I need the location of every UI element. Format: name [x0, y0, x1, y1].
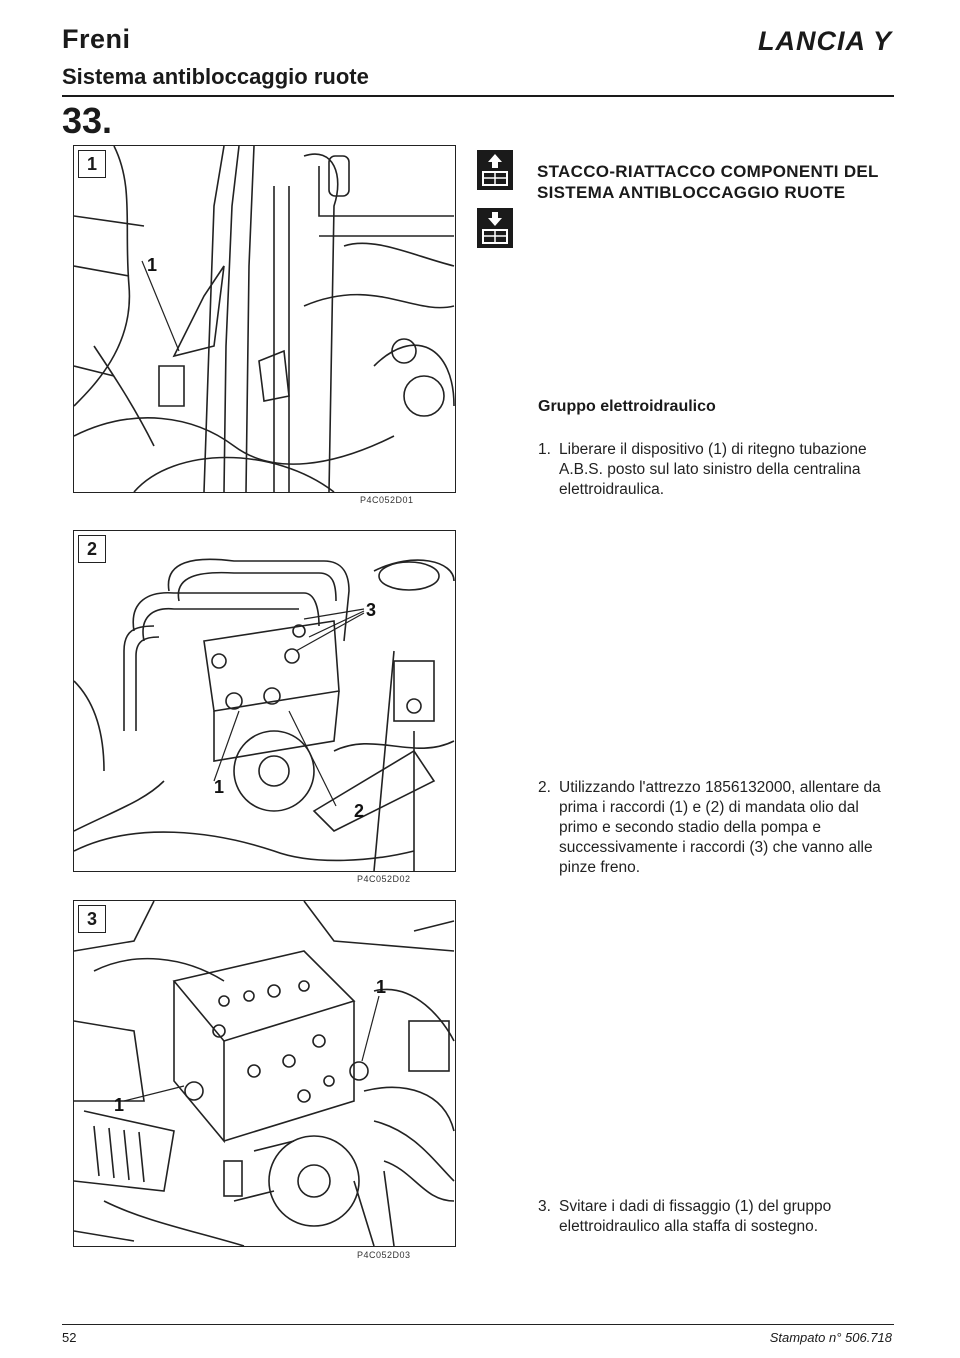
figure-2-drawing: [74, 531, 455, 871]
figure-1-callout: 1: [147, 255, 158, 275]
figure-3-code: P4C052D03: [357, 1250, 411, 1260]
step-3: [538, 1197, 898, 1237]
header-rule: [62, 95, 894, 97]
footer-rule: [62, 1324, 894, 1325]
procedure-title: STACCO-RIATTACCO COMPONENTI DEL SISTEMA ANTIBLOCCAGGIO RUOTE: [537, 162, 879, 202]
step-text: Svitare i dadi di fissaggio (1) del gruppo elettroidraulico alla staffa di sostegno.: [559, 1198, 832, 1235]
procedure-subheading: Gruppo elettroidraulico: [538, 398, 716, 415]
step-text: Utilizzando l'attrezzo 1856132000, allentare da prima i raccordi (1) e (2) di mandata olio dal primo e secondo stadio della pompa e successivamente i raccordi (3) che vanno alle pinze freno.: [559, 779, 881, 876]
figure-2-callout-3: 3: [366, 600, 377, 620]
step-1: [538, 440, 898, 500]
figure-1-code: P4C052D01: [360, 495, 414, 505]
figure-3-callout-right: 1: [376, 977, 387, 997]
print-reference: Stampato n° 506.718: [769, 1330, 892, 1345]
figure-2: [73, 530, 456, 872]
step-number: 3.: [538, 1198, 551, 1215]
figure-3-drawing: [74, 901, 455, 1246]
figure-3-callout-left: 1: [114, 1095, 125, 1115]
figure-2-code: P4C052D02: [357, 874, 411, 884]
figure-2-callout-1: 1: [214, 777, 225, 797]
figure-1-drawing: [74, 146, 455, 492]
refit-icon: [477, 208, 513, 248]
figure-3-number: 3: [78, 905, 106, 933]
figure-2-number: 2: [78, 535, 106, 563]
step-number: 1.: [538, 441, 551, 458]
figure-1-number: 1: [78, 150, 106, 178]
page-number: 52: [62, 1330, 77, 1345]
figure-2-callout-2: 2: [354, 801, 365, 821]
section-title: Freni: [62, 24, 131, 54]
figure-3: [73, 900, 456, 1247]
step-text: Liberare il dispositivo (1) di ritegno tubazione A.B.S. posto sul lato sinistro della centralina elettroidraulica.: [559, 441, 867, 498]
brand-title: LANCIA Y: [757, 26, 892, 56]
figure-1: [73, 145, 456, 493]
step-2: [538, 778, 898, 878]
section-subtitle: Sistema antibloccaggio ruote: [62, 64, 369, 89]
step-number: 2.: [538, 779, 551, 796]
section-number: 33.: [62, 100, 113, 141]
removal-icon: [477, 150, 513, 190]
